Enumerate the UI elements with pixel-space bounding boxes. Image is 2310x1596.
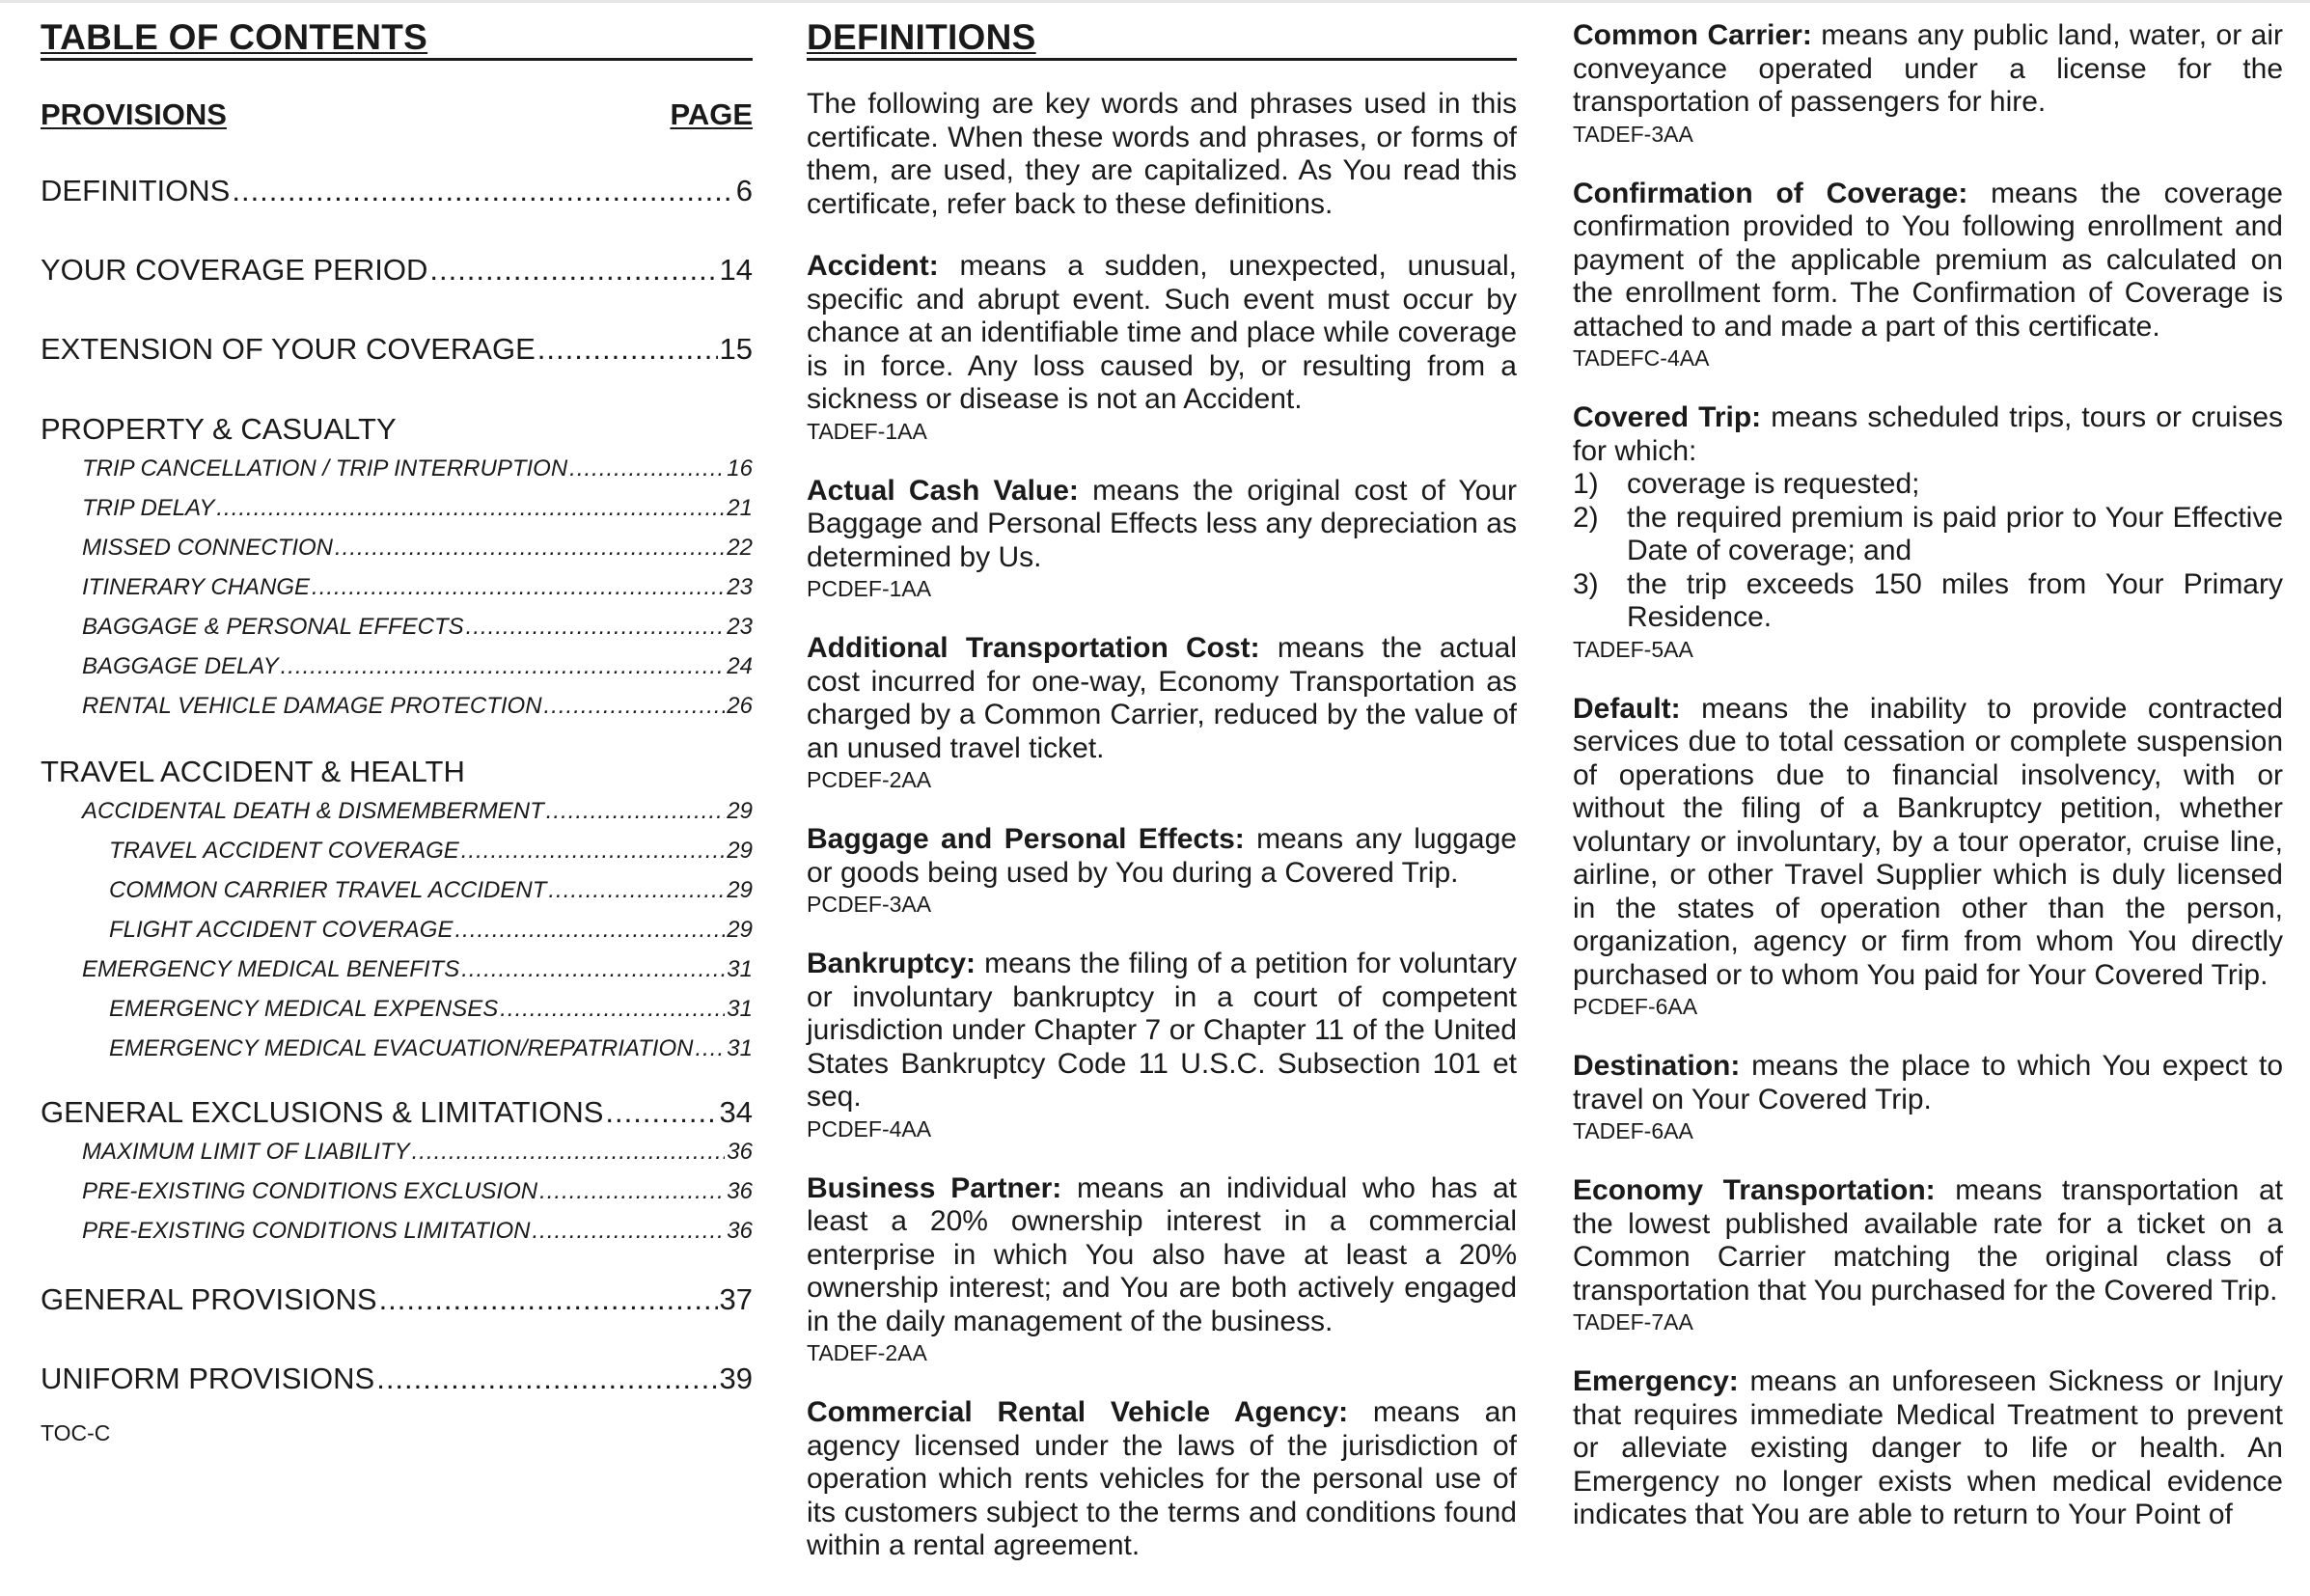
provisions-label: PROVISIONS [41, 97, 227, 131]
list-item: 2) the required premium is paid prior to Your Effective Date of coverage; and [1573, 501, 2283, 566]
term: Covered Trip: [1573, 401, 1762, 433]
definition-code: TADEF-1AA [807, 418, 927, 444]
definition-bankruptcy: Bankruptcy: means the filing of a petition for voluntary or involuntary bankruptcy in a court of competent jurisdiction under Chapter 7 or Chapter 11 of the United States Bankruptcy Code 11 U.S.C. Subsection 101 et seq. PCDEF-4AA [807, 948, 1517, 1142]
toc-entry-baggage-delay[interactable]: BAGGAGE DELAY ..... 24 [41, 647, 753, 686]
toc-entry-travel-accident-coverage[interactable]: TRAVEL ACCIDENT COVERAGE ..... 29 [41, 831, 753, 870]
toc-column-headers [41, 97, 753, 132]
term: Additional Transportation Cost: [807, 632, 1260, 664]
definition-code: TADEF-5AA [1573, 636, 1693, 662]
toc-entry-trip-cancellation[interactable]: TRIP CANCELLATION / TRIP INTERRUPTION ..... 16 [41, 449, 753, 488]
definition-code: TADEF-6AA [1573, 1118, 1693, 1143]
term: Baggage and Personal Effects: [807, 823, 1245, 855]
toc-section-travel-accident-health: TRAVEL ACCIDENT & HEALTH [41, 755, 465, 788]
term: Confirmation of Coverage: [1573, 177, 1968, 209]
definitions-intro: The following are key words and phrases used in this certificate. When these words and phrases, or forms of them, are used, they are capitalized. As You read this certificate, refer back to these definitions. [807, 88, 1517, 220]
toc-entry-add[interactable]: ACCIDENTAL DEATH & DISMEMBERMENT ..... 29 [41, 791, 753, 831]
definition-accident: Accident: means a sudden, unexpected, unusual, specific and abrupt event. Such event must occur by chance at an identifiable time and place while coverage is in force. Any loss caused by, or resulting from a sickness or disease is not an Accident. TADEF-1AA [807, 250, 1517, 444]
definition-code: PCDEF-6AA [1573, 994, 1698, 1019]
toc-entry-missed-connection[interactable]: MISSED CONNECTION ..... 22 [41, 528, 753, 567]
term: Bankruptcy: [807, 948, 976, 979]
toc-entry-trip-delay[interactable]: TRIP DELAY ..... 21 [41, 488, 753, 528]
definition-code: TADEFC-4AA [1573, 345, 1710, 371]
definition-baggage: Baggage and Personal Effects: means any luggage or goods being used by You during a Covered Trip. PCDEF-3AA [807, 823, 1517, 917]
term: Emergency: [1573, 1365, 1739, 1397]
definition-rental-agency: Commercial Rental Vehicle Agency: means an agency licensed under the laws of the jurisdiction of operation which rents vehicles for the personal use of its customers subject to the terms and conditions found within a rental agreement. [807, 1396, 1518, 1561]
toc-entry-max-limit[interactable]: MAXIMUM LIMIT OF LIABILITY ..... 36 [41, 1132, 753, 1171]
term: Commercial Rental Vehicle Agency: [807, 1396, 1349, 1428]
definition-actual-cash-value: Actual Cash Value: means the original cost of Your Baggage and Personal Effects less any depreciation as determined by Us. PCDEF-1AA [807, 474, 1517, 601]
term: Common Carrier: [1573, 19, 1812, 51]
toc-entry-emergency-medical-benefits[interactable]: EMERGENCY MEDICAL BENEFITS ..... 31 [41, 949, 753, 989]
toc-entry-flight-accident[interactable]: FLIGHT ACCIDENT COVERAGE ..... 29 [41, 910, 753, 949]
definition-additional-transportation: Additional Transportation Cost: means the actual cost incurred for one-way, Economy Transportation as charged by a Common Carrier, reduced by the value of an unused travel ticket. PCDEF-2AA [807, 632, 1517, 792]
definition-code: TADEF-3AA [1573, 121, 1693, 147]
term: Actual Cash Value: [807, 474, 1079, 507]
definitions-column-1 [807, 0, 1517, 1563]
toc-heading: TABLE OF CONTENTS [41, 0, 753, 61]
term: Business Partner: [807, 1171, 1062, 1204]
toc-entry-definitions[interactable]: DEFINITIONS ..... 6 [41, 151, 753, 231]
term: Economy Transportation: [1573, 1174, 1936, 1206]
covered-trip-list [1573, 468, 2283, 635]
toc-entry-baggage-effects[interactable]: BAGGAGE & PERSONAL EFFECTS ..... 23 [41, 607, 753, 647]
definition-code: PCDEF-4AA [807, 1115, 932, 1142]
definition-code: PCDEF-2AA [807, 767, 932, 792]
toc-entry-coverage-period[interactable]: YOUR COVERAGE PERIOD ..... 14 [41, 231, 753, 310]
toc-entry-preexisting-exclusion[interactable]: PRE-EXISTING CONDITIONS EXCLUSION ..... 36 [41, 1171, 753, 1211]
definition-destination: Destination: means the place to which You expect to travel on Your Covered Trip. TADEF-6AA [1573, 1050, 2283, 1143]
definition-business-partner: Business Partner: means an individual who has at least a 20% ownership interest in a commercial enterprise in which You also have at least a 20% ownership interest; and You are both actively engaged in the daily management of the business. TADEF-2AA [807, 1171, 1517, 1365]
definition-confirmation: Confirmation of Coverage: means the coverage confirmation provided to You following enrollment and payment of the applicable premium as calculated on the enrollment form. The Confirmation of Coverage is attached to and made a part of this certificate. TADEFC-4AA [1573, 177, 2283, 371]
toc-entry-common-carrier-accident[interactable]: COMMON CARRIER TRAVEL ACCIDENT ..... 29 [41, 870, 753, 910]
toc-entry-itinerary-change[interactable]: ITINERARY CHANGE ..... 23 [41, 567, 753, 607]
toc-entry-emergency-medical-expenses[interactable]: EMERGENCY MEDICAL EXPENSES ..... 31 [41, 989, 753, 1029]
toc-entry-evacuation[interactable]: EMERGENCY MEDICAL EVACUATION/REPATRIATION ..... 31 [41, 1029, 753, 1068]
term: Accident: [807, 250, 939, 282]
toc-section-property-casualty: PROPERTY & CASUALTY [41, 412, 397, 446]
toc-entry-rental-vehicle[interactable]: RENTAL VEHICLE DAMAGE PROTECTION ..... 26 [41, 686, 753, 726]
list-item: 1) coverage is requested; [1573, 468, 1920, 500]
term: Default: [1573, 692, 1681, 725]
toc-entry-general-provisions[interactable]: GENERAL PROVISIONS ..... 37 [41, 1260, 753, 1339]
definition-covered-trip: Covered Trip: means scheduled trips, tours or cruises for which: 1) coverage is requested; 2) the required premium is paid prior to Your Effective Date of coverage; and 3) the trip exceeds 150 miles from Your Primary Residence. TADEF-5AA [1573, 401, 2284, 662]
toc-code: TOC-C [41, 1420, 111, 1445]
definitions-heading: DEFINITIONS [807, 0, 1517, 61]
definition-code: PCDEF-3AA [807, 892, 932, 917]
definitions-column-2 [1573, 0, 2283, 1532]
definition-common-carrier: Common Carrier: means any public land, water, or air conveyance operated under a license for the transportation of passengers for hire. TADEF-3AA [1573, 19, 2283, 147]
list-item: 3) the trip exceeds 150 miles from Your Primary Residence. [1573, 567, 2283, 633]
page-label: PAGE [670, 97, 753, 131]
toc-entry-extension[interactable]: EXTENSION OF YOUR COVERAGE ..... 15 [41, 310, 753, 389]
toc-entry-preexisting-limitation[interactable]: PRE-EXISTING CONDITIONS LIMITATION ..... 36 [41, 1211, 753, 1251]
definition-emergency: Emergency: means an unforeseen Sickness or Injury that requires immediate Medical Treatment to prevent or alleviate existing danger to life or health. An Emergency no longer exists when medical evidence indicates that You are able to return to Your Point of [1573, 1365, 2283, 1530]
definition-code: TADEF-7AA [1573, 1309, 1693, 1335]
definition-economy: Economy Transportation: means transportation at the lowest published available rate for a ticket on a Common Carrier matching the original class of transportation that You purchased for the Covered Trip. TADEF-7AA [1573, 1174, 2283, 1335]
definition-code: TADEF-2AA [807, 1340, 927, 1365]
definition-code: PCDEF-1AA [807, 576, 932, 601]
toc-entry-general-exclusions[interactable]: GENERAL EXCLUSIONS & LIMITATIONS ..... 34 [41, 1093, 753, 1132]
toc-entry-uniform-provisions[interactable]: UNIFORM PROVISIONS ..... 39 [41, 1339, 753, 1418]
term: Destination: [1573, 1050, 1741, 1082]
table-of-contents [41, 0, 753, 1446]
definition-default: Default: means the inability to provide contracted services due to total cessation or complete suspension of operations due to financial insolvency, with or without the filing of a Bankruptcy petition, whether voluntary or involuntary, by a tour operator, cruise line, airline, or other Travel Supplier which is duly licensed in the states of operation other than the person, organization, agency or firm from whom You directly purchased or to whom You paid for Your Covered Trip. PCDEF-6AA [1573, 692, 2283, 1019]
